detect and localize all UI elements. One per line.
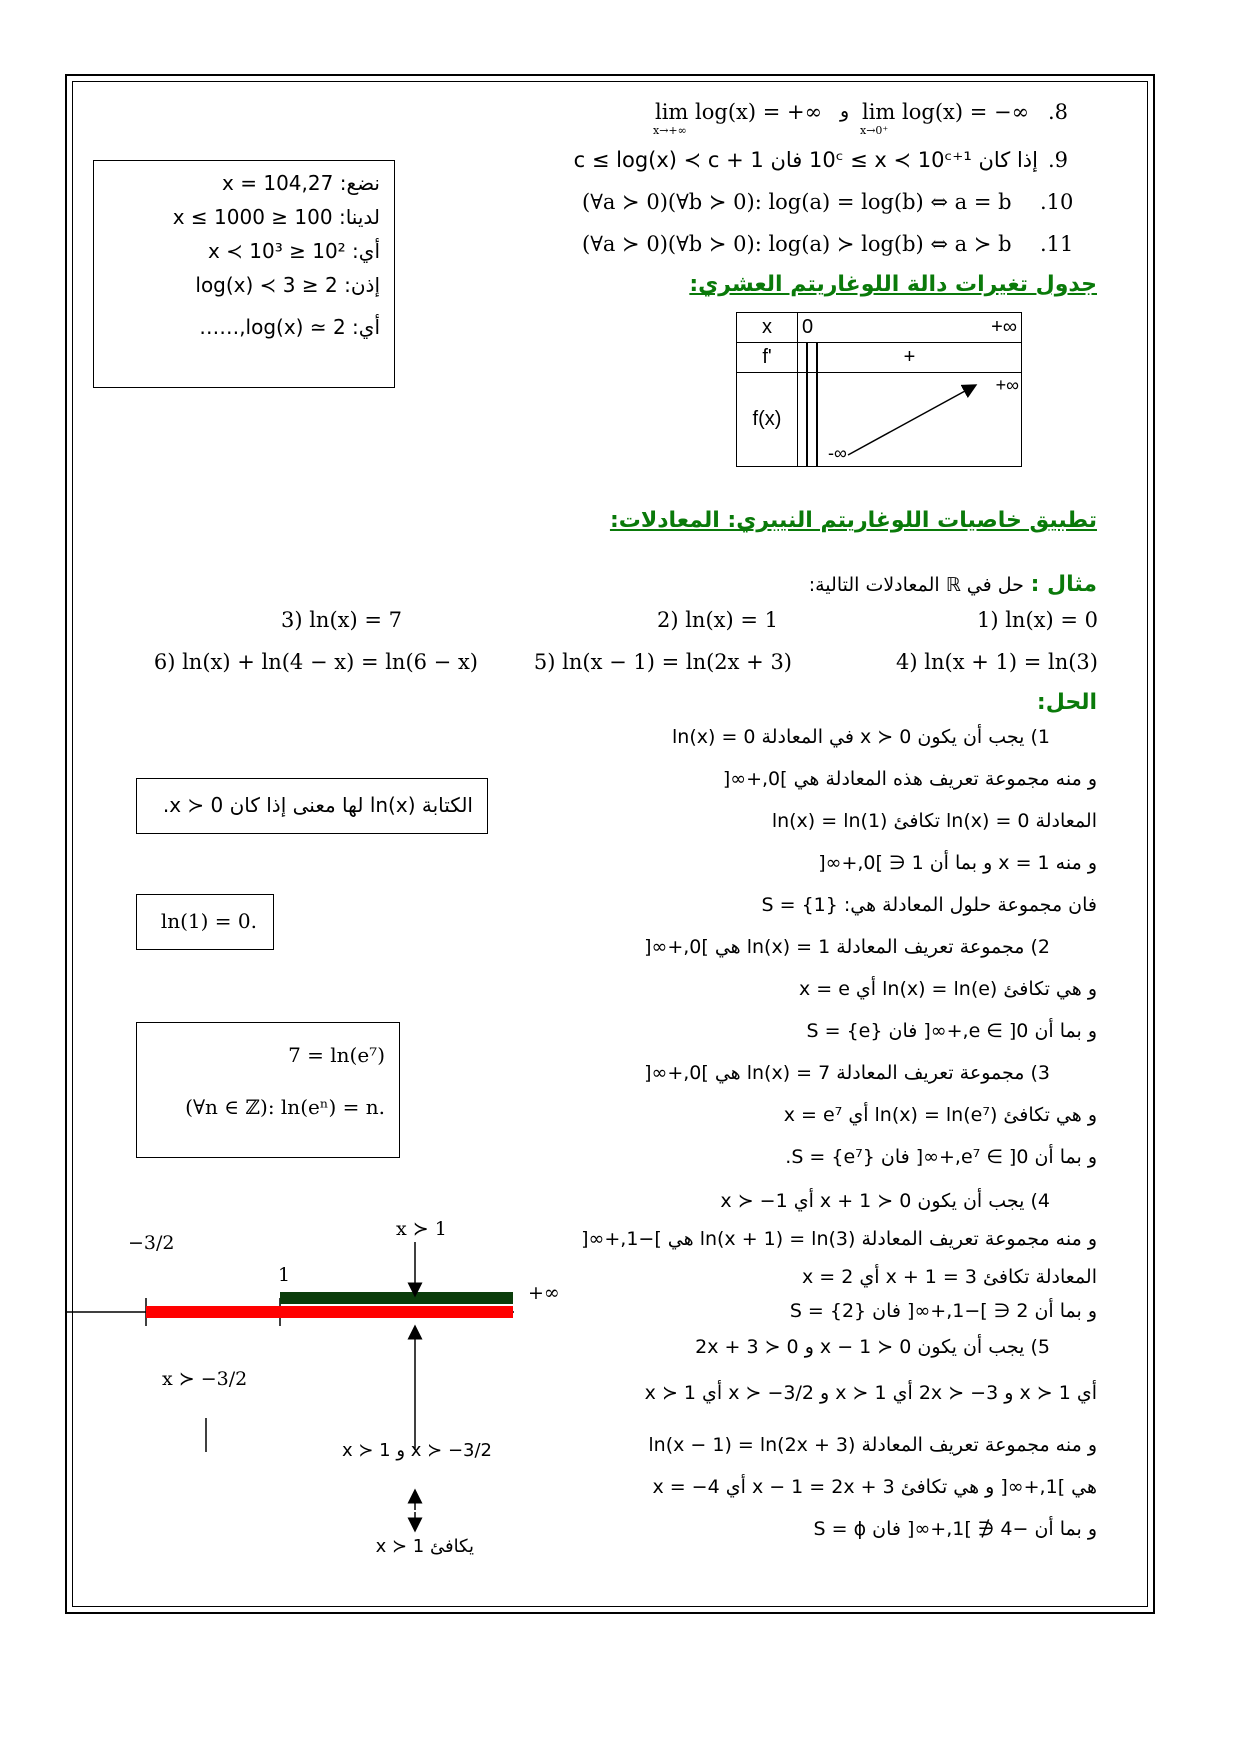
note-exp-line-2: (∀n ∈ ℤ): ln(eⁿ) = n.	[185, 1095, 385, 1119]
property-8-limit-zero: lim log(x) = −∞	[862, 100, 1030, 124]
var-f-row	[798, 373, 1022, 467]
var-x-row	[798, 313, 1022, 343]
red-interval-bar	[146, 1306, 513, 1318]
example-statement	[809, 572, 1097, 597]
solution-line-18: و منه مجموعة تعريف المعادلة ln(x − 1) = ln(2x + 3)	[648, 1434, 1097, 1456]
var-fprime-row	[798, 343, 1022, 373]
property-8-limit-inf-sub: x→+∞	[653, 124, 687, 137]
equation-4: 4) ln(x + 1) = ln(3)	[896, 650, 1098, 674]
solution-line-12: 4) يجب أن يكون x + 1 ≻ 0 أي x ≻ −1	[720, 1190, 1050, 1212]
var-fprime-double-bar	[806, 343, 818, 372]
label-minus-three-halves: −3/2	[128, 1232, 175, 1254]
green-interval-bar	[280, 1292, 513, 1304]
property-11-statement: (∀a ≻ 0)(∀b ≻ 0): log(a) ≻ log(b) ⇔ a ≻ b	[582, 232, 1012, 256]
property-10-statement: (∀a ≻ 0)(∀b ≻ 0): log(a) = log(b) ⇔ a = b	[582, 190, 1012, 214]
label-x-gt-1-top: x ≻ 1	[396, 1218, 447, 1240]
variation-table	[736, 312, 1022, 467]
example-text: حل في ℝ المعادلات التالية:	[808, 574, 1024, 596]
label-equivalent: يكافئ x ≻ 1	[375, 1536, 474, 1557]
solution-line-2: و منه مجموعة تعريف هذه المعادلة هي ]0,+∞[	[722, 768, 1097, 790]
equation-3: 3) ln(x) = 7	[280, 608, 402, 632]
property-9-number: .9	[1048, 148, 1069, 172]
equation-5: 5) ln(x − 1) = ln(2x + 3)	[533, 650, 792, 674]
solution-line-20: و بما أن −4 ∉ ]1,+∞[ فان S = ϕ	[813, 1518, 1097, 1540]
solution-line-7: و هي تكافئ ln(x) = ln(e) أي x = e	[798, 978, 1097, 1000]
note-exp-box	[136, 1022, 400, 1158]
var-x-start: 0	[802, 316, 814, 338]
note-domain-text: الكتابة ln(x) لها معنى إذا كان x ≻ 0.	[162, 793, 473, 817]
var-f-start: -∞	[828, 443, 847, 463]
property-8-number: .8	[1048, 100, 1069, 124]
solution-line-9: 3) مجموعة تعريف المعادلة ln(x) = 7 هي ]0,+∞[	[644, 1062, 1050, 1084]
note-domain-box	[136, 778, 488, 834]
var-fprime-label: f'	[737, 343, 798, 373]
solution-line-14: المعادلة تكافئ x + 1 = 3 أي x = 2	[801, 1266, 1097, 1288]
property-8-limit-zero-sub: x→0⁺	[860, 124, 889, 137]
number-line-diagram	[66, 1220, 586, 1560]
property-11-number: .11	[1040, 232, 1074, 256]
log-example-line-4: إذن: 2 ≤ log(x) ≺ 3	[195, 273, 380, 297]
log-example-line-5: أي: log(x) ≃ 2,……	[199, 315, 380, 339]
var-fprime-sign: +	[903, 346, 916, 368]
log-example-line-2: لدينا: 100 ≤ x ≤ 1000	[172, 205, 380, 229]
label-one: 1	[278, 1264, 291, 1286]
example-label: مثال :	[1030, 572, 1097, 597]
label-x-gt-neg: x ≻ −3/2	[162, 1368, 248, 1390]
note-ln1-box	[136, 894, 274, 950]
property-9-text: إذا كان 10ᶜ ≤ x ≺ 10ᶜ⁺¹ فان c ≤ log(x) ≺ c + 1	[573, 148, 1038, 172]
var-x-label: x	[737, 313, 798, 343]
property-8-limit-inf: lim log(x) = +∞	[655, 100, 823, 124]
section-title: تطبيق خاصيات اللوغاريتم النيبري: المعادلات:	[609, 508, 1097, 533]
equation-2: 2) ln(x) = 1	[656, 608, 778, 632]
note-ln1-text: ln(1) = 0.	[160, 909, 257, 933]
solution-line-6: 2) مجموعة تعريف المعادلة ln(x) = 1 هي ]0,+∞[	[644, 936, 1050, 958]
property-8-and: و	[840, 100, 850, 122]
solution-line-11: و بما أن e⁷ ∈ ]0,+∞[ فان S = {e⁷}.	[785, 1146, 1097, 1168]
label-plus-inf: +∞	[528, 1282, 560, 1304]
var-increasing-arrow	[798, 373, 1024, 467]
log-example-line-1: نضع: x = 104,27	[222, 171, 380, 195]
note-exp-line-1: 7 = ln(e⁷)	[288, 1043, 385, 1067]
solution-line-13: و منه مجموعة تعريف المعادلة ln(x + 1) = ln(3) هي ]−1,+∞[	[581, 1228, 1097, 1250]
equation-6: 6) ln(x) + ln(4 − x) = ln(6 − x)	[153, 650, 478, 674]
solution-line-3: المعادلة ln(x) = 0 تكافئ ln(x) = ln(1)	[771, 810, 1097, 832]
variation-table-title: جدول تغيرات دالة اللوغاريتم العشري:	[689, 272, 1097, 297]
var-f-end: +∞	[995, 375, 1019, 395]
var-x-end: +∞	[991, 316, 1017, 338]
equation-1: 1) ln(x) = 0	[976, 608, 1098, 632]
solution-line-8: و بما أن e ∈ ]0,+∞[ فان S = {e}	[806, 1020, 1097, 1042]
log-example-line-3: أي: 10² ≤ x ≺ 10³	[207, 239, 380, 263]
solution-line-10: و هي تكافئ ln(x) = ln(e⁷) أي x = e⁷	[783, 1104, 1097, 1126]
solution-line-16: 5) يجب أن يكون x − 1 ≻ 0 و 2x + 3 ≻ 0	[695, 1336, 1050, 1358]
label-both-conditions: x ≻ 1 و x ≻ −3/2	[341, 1440, 492, 1461]
var-f-label: f(x)	[737, 373, 798, 467]
solution-line-17: أي x ≻ 1 و 2x ≻ −3 أي x ≻ 1 و x ≻ −3/2 أي x ≻ 1	[644, 1382, 1097, 1404]
solution-line-15: و بما أن 2 ∈ ]−1,+∞[ فان S = {2}	[789, 1300, 1097, 1322]
solution-line-5: فان مجموعة حلول المعادلة هي: S = {1}	[761, 894, 1097, 916]
solution-title: الحل:	[1036, 690, 1097, 715]
solution-line-19: هي ]1,+∞[ و هي تكافئ x − 1 = 2x + 3 أي x = −4	[652, 1476, 1097, 1498]
property-10-number: .10	[1040, 190, 1074, 214]
log-example-box	[93, 160, 395, 388]
solution-line-4: و منه x = 1 و بما أن 1 ∈ ]0,+∞[	[818, 852, 1097, 874]
solution-line-1: 1) يجب أن يكون x ≻ 0 في المعادلة ln(x) = 0	[672, 726, 1050, 748]
